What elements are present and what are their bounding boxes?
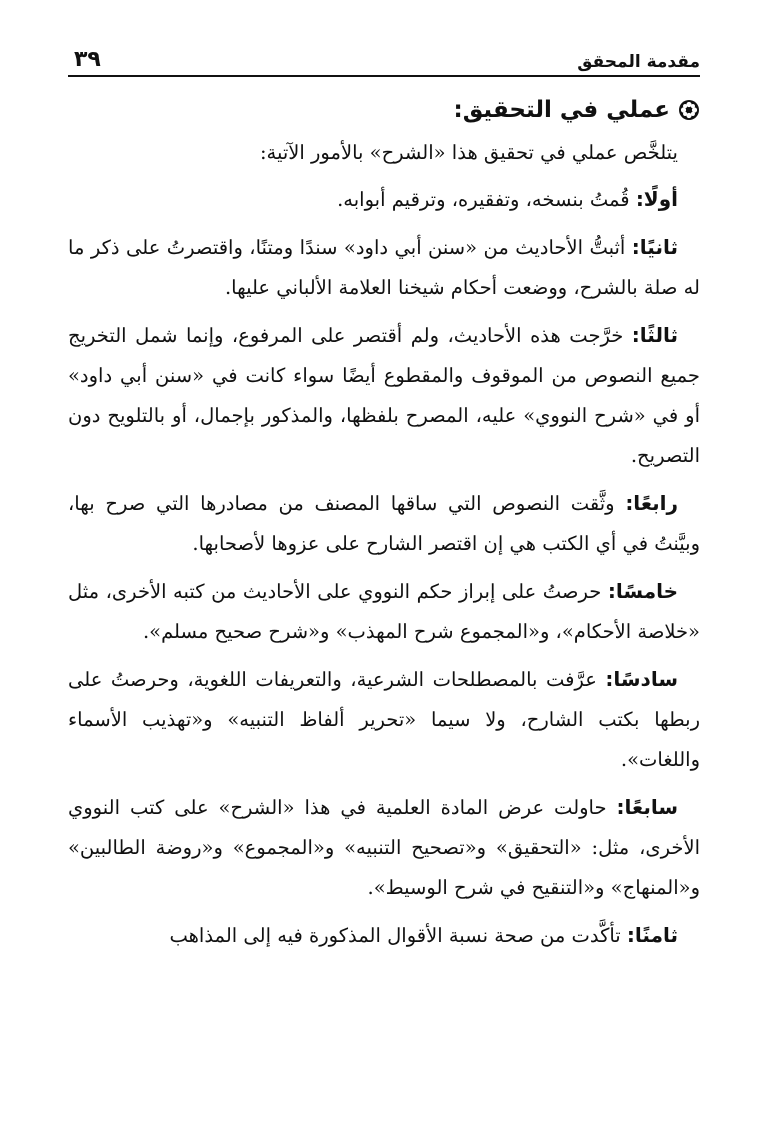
item-lead: ثامنًا: bbox=[626, 923, 678, 947]
item-text: قُمتُ بنسخه، وتفقيره، وترقيم أبوابه. bbox=[337, 188, 636, 211]
list-item bbox=[68, 483, 700, 564]
list-item bbox=[68, 659, 700, 780]
item-lead: ثانيًا: bbox=[631, 235, 678, 259]
book-page bbox=[68, 28, 700, 963]
section-heading bbox=[68, 97, 700, 123]
item-lead: أولًا: bbox=[635, 187, 678, 211]
item-lead: ثالثًا: bbox=[631, 323, 678, 347]
list-item bbox=[68, 315, 700, 476]
item-text: وثَّقت النصوص التي ساقها المصنف من مصادرها التي صرح بها، وبيَّنتُ في أي الكتب هي إن اقتصر الشارح على عزوها لأصحابها. bbox=[68, 492, 700, 555]
item-text: حاولت عرض المادة العلمية في هذا «الشرح» على كتب النووي الأخرى، مثل: «التحقيق» و«تصحيح التنبيه» و«المجموع» و«روضة الطالبين» و«المنهاج» و«التنقيح في شرح الوسيط». bbox=[68, 796, 700, 899]
item-lead: رابعًا: bbox=[625, 491, 678, 515]
list-item bbox=[68, 787, 700, 908]
item-text: أثبتُّ الأحاديث من «سنن أبي داود» سندًا ومتنًا، واقتصرتُ على ذكر ما له صلة بالشرح، ووضعت أحكام شيخنا العلامة الألباني عليها. bbox=[68, 236, 700, 299]
item-lead: سابعًا: bbox=[616, 795, 678, 819]
list-item bbox=[68, 571, 700, 652]
flower-icon bbox=[678, 99, 700, 121]
section-heading-text: عملي في التحقيق: bbox=[453, 97, 670, 123]
page-header bbox=[68, 28, 700, 77]
page-number: ٣٩ bbox=[74, 47, 101, 72]
list-item bbox=[68, 179, 700, 220]
item-lead: سادسًا: bbox=[605, 667, 678, 691]
list-item bbox=[68, 915, 700, 956]
item-text: حرصتُ على إبراز حكم النووي على الأحاديث من كتبه الأخرى، مثل «خلاصة الأحكام»، و«المجموع شرح المهذب» و«شرح صحيح مسلم». bbox=[68, 580, 700, 643]
section-intro: يتلخَّص عملي في تحقيق هذا «الشرح» بالأمور الآتية: bbox=[259, 141, 678, 164]
running-title: مقدمة المحقق bbox=[577, 52, 700, 72]
item-text: خرَّجت هذه الأحاديث، ولم أقتصر على المرفوع، وإنما شمل التخريج جميع النصوص من الموقوف والمقطوع أيضًا سواء كانت في «سنن أبي داود» أو في «شرح النووي» عليه، المصرح بلفظها، والمذكور بإجمال، أو بالتلويح دون التصريح. bbox=[68, 324, 700, 467]
list-item bbox=[68, 227, 700, 308]
item-lead: خامسًا: bbox=[607, 579, 678, 603]
item-text: تأكَّدت من صحة نسبة الأقوال المذكورة فيه إلى المذاهب bbox=[169, 924, 627, 947]
item-text: عرَّفت بالمصطلحات الشرعية، والتعريفات اللغوية، وحرصتُ على ربطها بكتب الشارح، ولا سيما «تحرير ألفاظ التنبيه» و«تهذيب الأسماء واللغات». bbox=[68, 668, 700, 771]
